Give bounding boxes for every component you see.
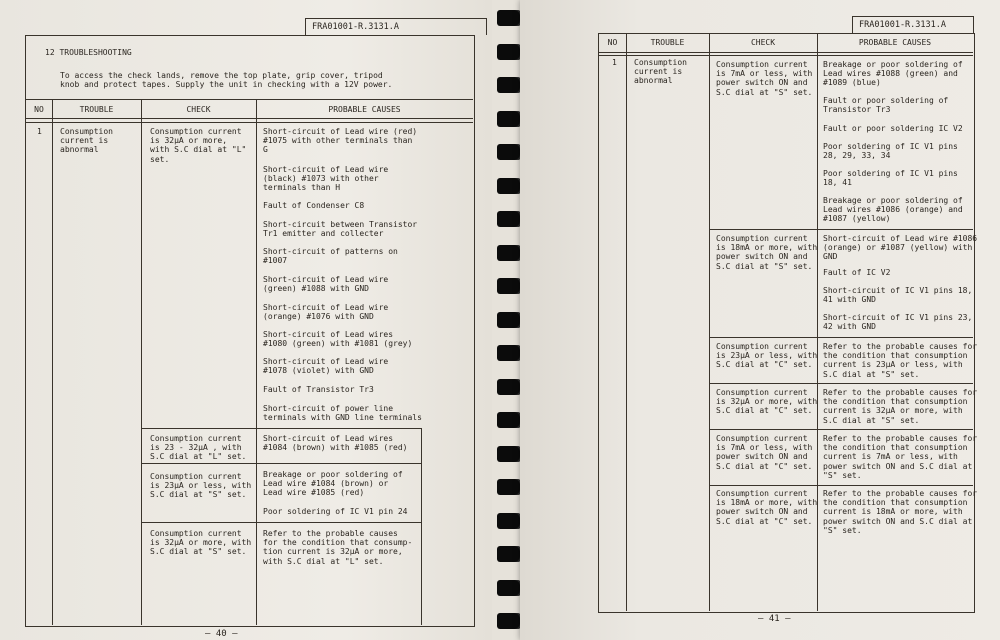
col-header-no: NO bbox=[34, 105, 44, 114]
check-cell: Consumption current is 7mA or less, with power switch ON and S.C dial at "S" set. bbox=[716, 60, 813, 97]
cause-item: Short-circuit of IC V1 pins 23, 42 with GND bbox=[823, 313, 973, 332]
section-title: 12 TROUBLESHOOTING bbox=[45, 48, 132, 57]
check-cell: Consumption current is 18mA or more, with power switch ON and S.C dial at "S" set. bbox=[716, 234, 818, 271]
cause-item: Short-circuit of power line terminals with GND line terminals bbox=[263, 404, 422, 423]
page-number: — 40 — bbox=[205, 629, 238, 639]
right-page bbox=[520, 0, 1000, 640]
cause-item: Refer to the probable causes for the condition that consumption current is 18mA or more, with power switch ON and S.C dial at "S" set. bbox=[823, 489, 978, 535]
cause-item: Fault of Condenser C8 bbox=[263, 201, 365, 210]
col-header-no: NO bbox=[607, 38, 618, 47]
col-header-probable-causes: PROBABLE CAUSES bbox=[858, 38, 932, 47]
check-cell: Consumption current is 23 - 32µA , with S.C dial at "L" set. bbox=[150, 434, 247, 462]
cause-item: Short-circuit of Lead wire #1078 (violet) with GND bbox=[263, 357, 389, 376]
cause-item: Short-circuit of Lead wire #1086 (orange) or #1087 (yellow) with GND bbox=[823, 234, 978, 262]
cause-item: Refer to the probable causes for the condition that consumption current is 32µA or more, with S.C dial at "S" set. bbox=[823, 388, 978, 425]
col-header-check: CHECK bbox=[750, 38, 776, 47]
trouble-cell: Consumption current is abnormal bbox=[60, 127, 113, 155]
cause-item: Fault of IC V2 bbox=[823, 268, 891, 277]
col-header-probable-causes: PROBABLE CAUSES bbox=[328, 105, 401, 114]
check-cell: Consumption current is 32µA or more, with S.C dial at "C" set. bbox=[716, 388, 818, 416]
col-header-trouble: TROUBLE bbox=[650, 38, 685, 47]
row-number: 1 bbox=[612, 58, 617, 67]
check-cell: Consumption current is 23µA or less, with S.C dial at "S" set. bbox=[150, 472, 252, 500]
cause-item: Refer to the probable causes for the condition that consump- tion current is 32µA or more, with S.C dial at "L" set. bbox=[263, 529, 413, 566]
left-doc-id: FRA01001-R.3131.A bbox=[305, 18, 487, 35]
cause-item: Short-circuit of Lead wire (black) #1073 with other terminals than H bbox=[263, 165, 389, 193]
cause-item: Short-circuit of IC V1 pins 18, 41 with GND bbox=[823, 286, 973, 305]
check-cell: Consumption current is 32µA or more, with S.C dial at "S" set. bbox=[150, 529, 252, 557]
cause-item: Short-circuit of Lead wire (green) #1088 with GND bbox=[263, 275, 389, 294]
row-number: 1 bbox=[37, 127, 42, 136]
col-header-check: CHECK bbox=[186, 105, 211, 114]
cause-item: Refer to the probable causes for the condition that consumption current is 7mA or less, with power switch ON and S.C dial at "S" set. bbox=[823, 434, 978, 480]
check-cell: Consumption current is 18mA or more, with power switch ON and S.C dial at "C" set. bbox=[716, 489, 818, 526]
cause-item: Breakage or poor soldering of Lead wire #1084 (brown) or Lead wire #1085 (red) bbox=[263, 470, 403, 498]
cause-item: Short-circuit of patterns on #1007 bbox=[263, 247, 398, 266]
page-number: — 41 — bbox=[758, 614, 791, 624]
left-page bbox=[0, 0, 492, 640]
cause-item: Short-circuit of Lead wire (red) #1075 with other terminals than G bbox=[263, 127, 418, 155]
trouble-cell: Consumption current is abnormal bbox=[634, 58, 687, 86]
cause-item: Refer to the probable causes for the condition that consumption current is 23µA or less, with S.C dial at "S" set. bbox=[823, 342, 978, 379]
cause-item: Short-circuit of Lead wires #1080 (green) with #1081 (grey) bbox=[263, 330, 413, 349]
cause-item: Short-circuit between Transistor Tr1 emitter and collecter bbox=[263, 220, 418, 239]
cause-item: Short-circuit of Lead wires #1084 (brown) with #1085 (red) bbox=[263, 434, 408, 453]
right-doc-id: FRA01001-R.3131.A bbox=[852, 16, 974, 33]
cause-item: Fault or poor soldering of Transistor Tr3 bbox=[823, 96, 949, 115]
cause-item: Poor soldering of IC V1 pins 18, 41 bbox=[823, 169, 958, 188]
cause-item: Poor soldering of IC V1 pins 28, 29, 33, 34 bbox=[823, 142, 958, 161]
cause-item: Breakage or poor soldering of Lead wires #1088 (green) and #1089 (blue) bbox=[823, 60, 963, 88]
cause-item: Poor soldering of IC V1 pin 24 bbox=[263, 507, 408, 516]
cause-item: Fault or poor soldering IC V2 bbox=[823, 124, 963, 133]
intro-text: To access the check lands, remove the top plate, grip cover, tripod knob and protect tapes. Supply the unit in checking with a 12V power. bbox=[60, 71, 393, 90]
cause-item: Fault of Transistor Tr3 bbox=[263, 385, 374, 394]
col-header-trouble: TROUBLE bbox=[79, 105, 114, 114]
check-cell: Consumption current is 7mA or less, with power switch ON and S.C dial at "C" set. bbox=[716, 434, 813, 471]
cause-item: Short-circuit of Lead wire (orange) #1076 with GND bbox=[263, 303, 389, 322]
check-cell: Consumption current is 32µA or more, with S.C dial at "L" set. bbox=[150, 127, 247, 164]
check-cell: Consumption current is 23µA or less, with S.C dial at "C" set. bbox=[716, 342, 818, 370]
cause-item: Breakage or poor soldering of Lead wires #1086 (orange) and #1087 (yellow) bbox=[823, 196, 963, 224]
